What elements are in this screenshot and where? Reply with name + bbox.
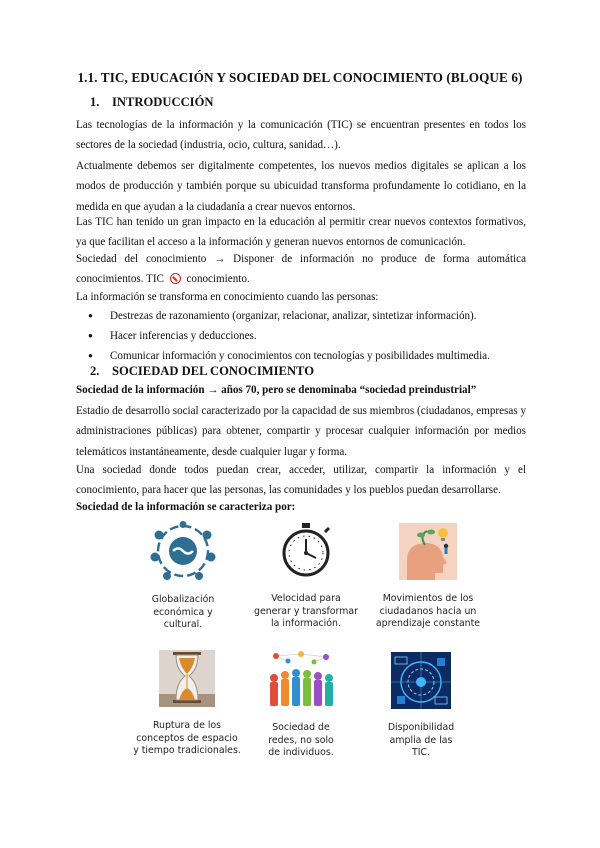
card-espacio-tiempo	[122, 650, 252, 758]
caption-line: generar y transformar	[254, 605, 358, 617]
document-title: 1.1. TIC, EDUCACIÓN Y SOCIEDAD DEL CONOCIMIENTO (BLOQUE 6)	[77, 70, 523, 85]
card-redes	[236, 651, 366, 760]
card-caption	[363, 593, 493, 631]
intro-paragraph-4-text: Sociedad del conocimiento → Disponer de información no produce de forma automática conocimientos. TIC	[76, 253, 526, 286]
knowledge-paragraph-2: Una sociedad donde todos puedan crear, acceder, utilizar, compartir la información y el conocimiento, para hacer que las personas, las comunidades y los pueblos puedan desarrollarse.	[76, 464, 526, 497]
intro-paragraph-2: Actualmente debemos ser digitalmente competentes, los nuevos medios digitales se aplican a los modos de producción y también porque su ubicuidad transforma profundamente lo cotidiano, en la medida en que ayudan a la ciudadanía a crear nuevos entornos.	[76, 160, 526, 213]
stopwatch-icon	[276, 522, 336, 580]
people-network-illustration	[266, 651, 336, 709]
card-caption	[241, 593, 371, 631]
section-number: 1.	[90, 95, 100, 109]
list-item: ● Hacer inferencias y deducciones.	[88, 326, 526, 346]
caption-line: Disponibilidad	[387, 722, 455, 733]
information-society-subtitle: Sociedad de la información → años 70, pero se denominaba “sociedad preindustrial”	[76, 384, 477, 396]
card-disponibilidad	[356, 652, 486, 760]
section-heading-introduccion	[90, 95, 213, 110]
caption-line: y tiempo tradicionales.	[133, 745, 241, 757]
head-lightbulb-illustration	[399, 523, 457, 580]
globe-handshake-icon	[147, 521, 219, 581]
card-aprendizaje	[363, 523, 493, 631]
card-velocidad	[241, 522, 371, 631]
intro-paragraph-1: Las tecnologías de la información y la comunicación (TIC) se encuentran presentes en todos los sectores de la sociedad (industria, ocio, cultura, sanidad…).	[76, 119, 526, 152]
caption-line: cultural.	[163, 619, 203, 631]
caption-line: Movimientos de los	[382, 593, 474, 604]
list-item: ● Destrezas de razonamiento (organizar, relacionar, analizar, sintetizar información).	[88, 306, 526, 326]
card-globalizacion	[118, 521, 248, 632]
caption-line: TIC.	[411, 747, 431, 759]
hourglass-illustration	[159, 650, 215, 707]
characterized-by-heading: Sociedad de la información se caracteriza por:	[76, 501, 296, 513]
card-caption	[122, 720, 252, 758]
section-title: SOCIEDAD DEL CONOCIMIENTO	[112, 364, 315, 378]
caption-line: Sociedad de	[272, 722, 330, 733]
caption-line: redes, no solo	[268, 734, 334, 746]
intro-paragraph-4-end: conocimiento.	[186, 273, 250, 286]
caption-line: Globalización	[151, 594, 215, 605]
caption-line: económica y	[153, 606, 213, 618]
list-item: ● Comunicar información y conocimientos con tecnologías y posibilidades multimedia.	[88, 346, 526, 366]
caption-line: Velocidad para	[271, 593, 341, 604]
caption-line: Ruptura de los	[152, 720, 222, 731]
section-title: INTRODUCCIÓN	[112, 95, 214, 109]
knowledge-paragraph-1: Estadio de desarrollo social caracterizado por la capacidad de sus miembros (ciudadanos, empresas y administraciones públicas) para obtener, compartir y procesar cualquier información por medios telemáticos instantáneamente, desde cualquier lugar y forma.	[76, 405, 526, 458]
no-entry-icon	[170, 273, 181, 284]
card-caption	[118, 594, 248, 632]
section-heading-sociedad-conocimiento	[90, 364, 314, 379]
card-caption	[356, 722, 486, 760]
caption-line: ciudadanos hacia un	[379, 605, 477, 617]
reasoning-bullet-list	[88, 306, 526, 367]
intro-paragraph-5: La información se transforma en conocimiento cuando las personas:	[76, 291, 379, 303]
intro-paragraph-3: Las TIC han tenido un gran impacto en la educación al permitir crear nuevos contextos formativos, ya que facilitan el acceso a la información y generan nuevos entornos de comunicación.	[76, 216, 526, 249]
section-number: 2.	[90, 364, 100, 378]
tech-interface-illustration	[391, 652, 451, 709]
caption-line: la información.	[271, 618, 341, 630]
card-caption	[236, 722, 366, 760]
caption-line: aprendizaje constante	[375, 618, 481, 630]
caption-line: de individuos.	[268, 747, 334, 759]
caption-line: amplia de las	[389, 734, 453, 746]
caption-line: conceptos de espacio	[136, 732, 238, 744]
intro-paragraph-4	[76, 249, 526, 290]
